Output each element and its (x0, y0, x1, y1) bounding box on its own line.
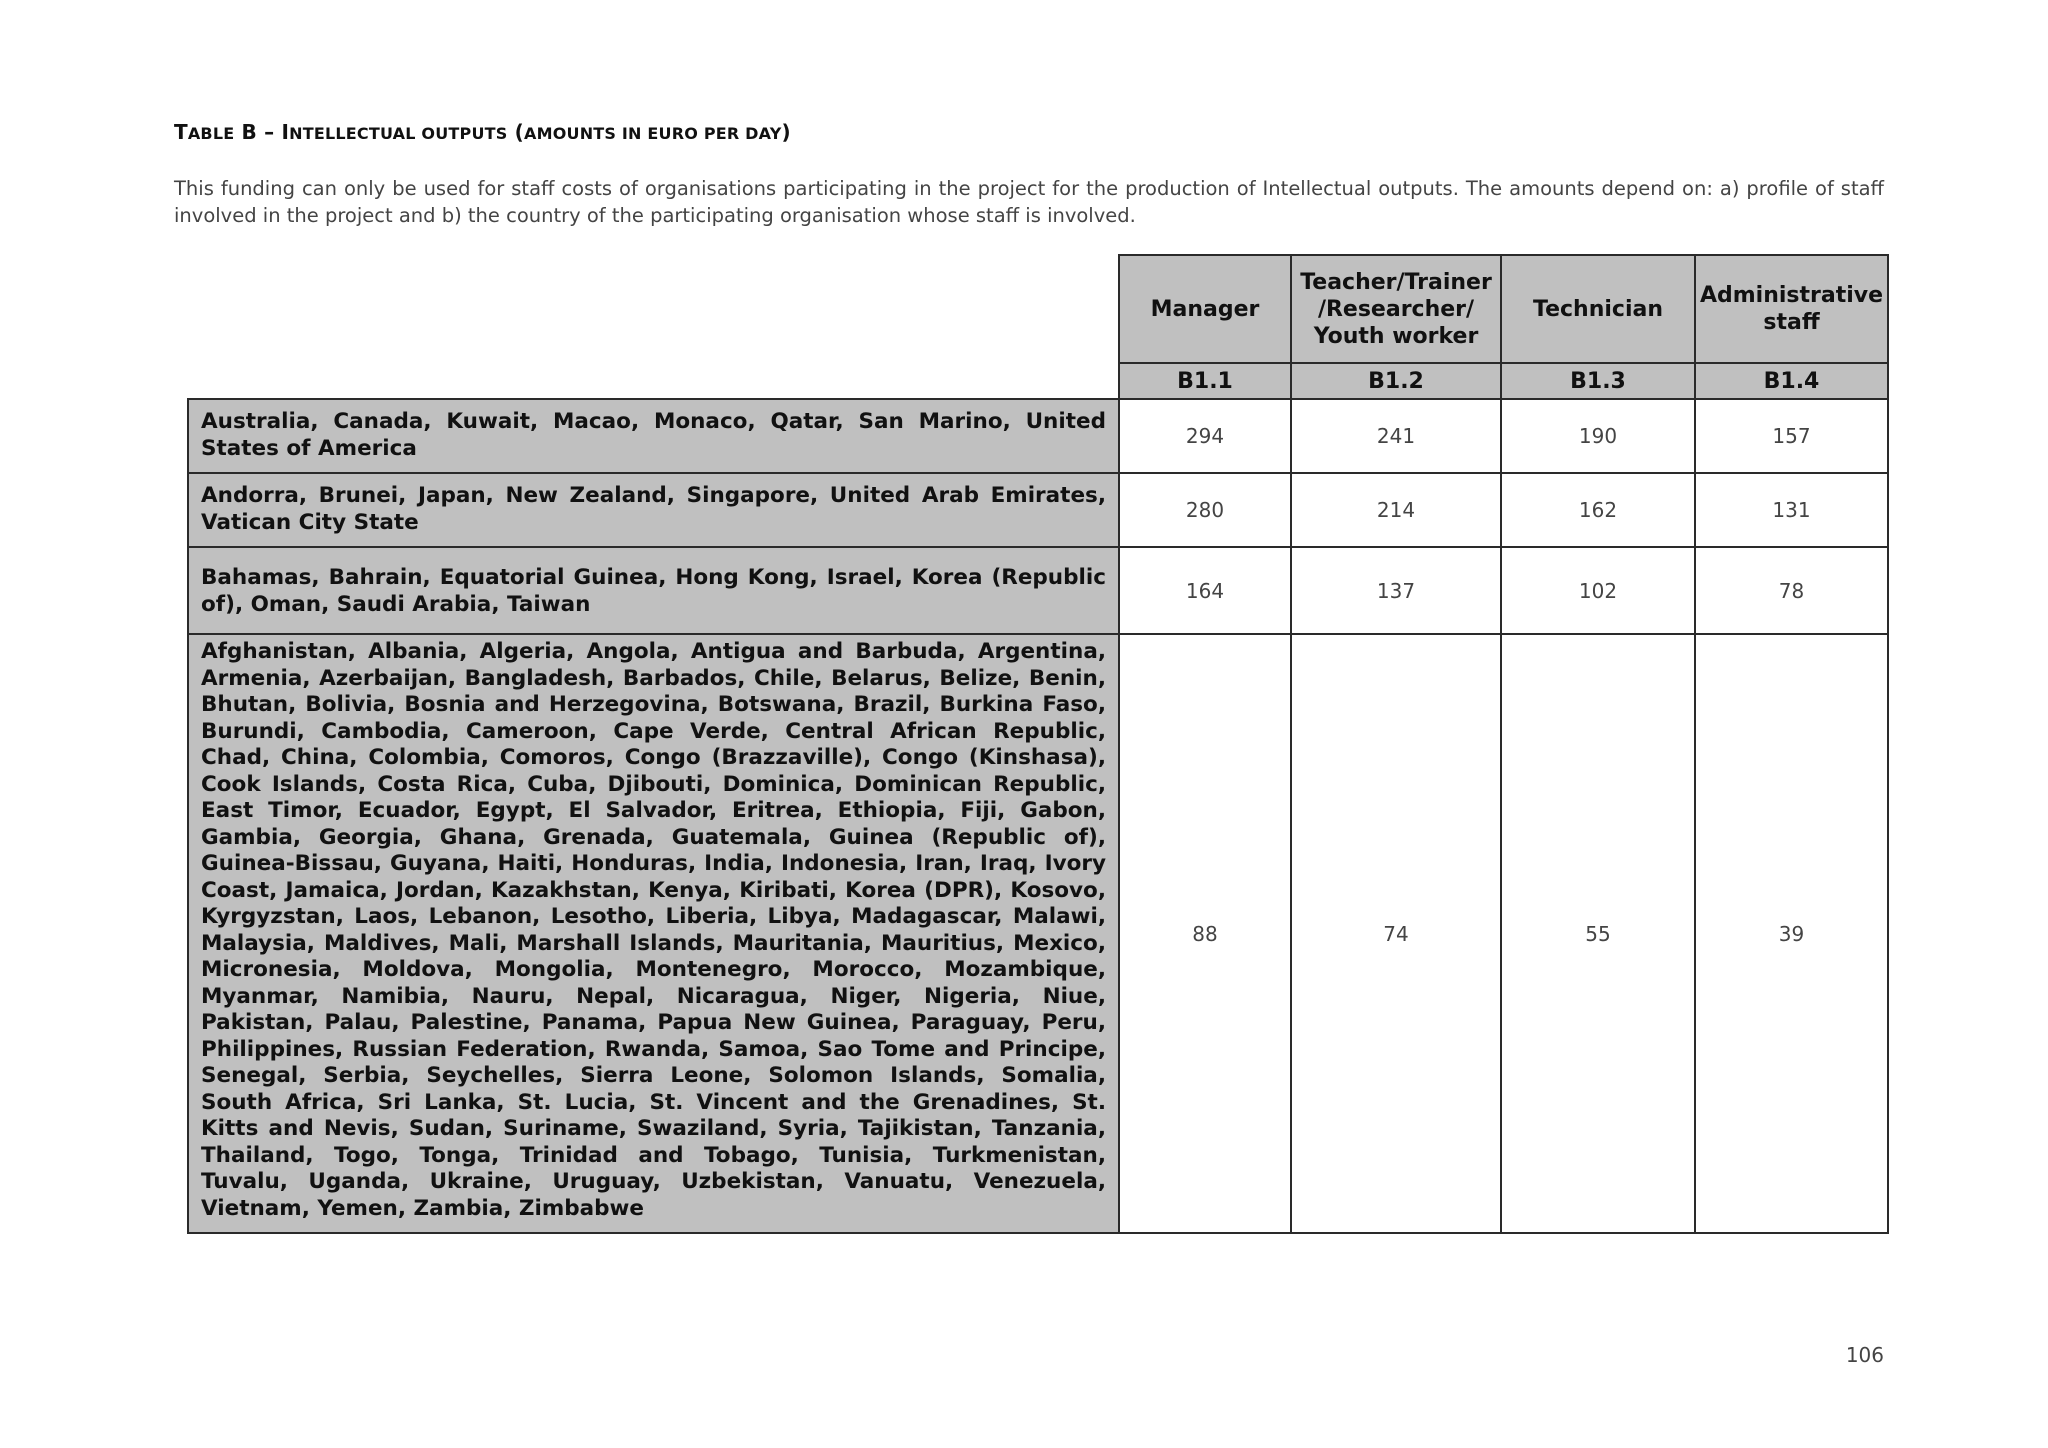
table-row (188, 634, 1888, 1233)
column-code-b1-1: B1.1 (1119, 363, 1291, 399)
rate-cell: 137 (1291, 547, 1501, 634)
column-header-administrative: Administrative staff (1695, 255, 1888, 363)
rate-cell: 162 (1501, 473, 1695, 547)
rate-cell: 241 (1291, 399, 1501, 473)
rate-cell: 78 (1695, 547, 1888, 634)
rates-table (187, 254, 1889, 1234)
table-row (188, 473, 1888, 547)
heading-outputs-initial: I (281, 120, 290, 144)
rate-cell: 102 (1501, 547, 1695, 634)
column-code-b1-2: B1.2 (1291, 363, 1501, 399)
rate-cell: 280 (1119, 473, 1291, 547)
heading-paren-close: ) (781, 120, 791, 144)
rate-cell: 74 (1291, 634, 1501, 1233)
column-header-row (188, 255, 1888, 363)
rate-cell: 294 (1119, 399, 1291, 473)
country-group-cell: Afghanistan, Albania, Algeria, Angola, Antigua and Barbuda, Argentina, Armenia, Azerbaijan, Bangladesh, Barbados, Chile, Belarus, Belize, Benin, Bhutan, Bolivia, Bosnia and Herzegovina, Botswana, Brazil, Burkina Faso, Burundi, Cambodia, Cameroon, Cape Verde, Central African Republic, Chad, China, Colombia, Comoros, Congo (Brazzaville), Congo (Kinshasa), Cook Islands, Costa Rica, Cuba, Djibouti, Dominica, Dominican Republic, East Timor, Ecuador, Egypt, El Salvador, Eritrea, Ethiopia, Fiji, Gabon, Gambia, Georgia, Ghana, Grenada, Guatemala, Guinea (Republic of), Guinea-Bissau, Guyana, Haiti, Honduras, India, Indonesia, Iran, Iraq, Ivory Coast, Jamaica, Jordan, Kazakhstan, Kenya, Kiribati, Korea (DPR), Kosovo, Kyrgyzstan, Laos, Lebanon, Lesotho, Liberia, Libya, Madagascar, Malawi, Malaysia, Maldives, Mali, Marshall Islands, Mauritania, Mauritius, Mexico, Micronesia, Moldova, Mongolia, Montenegro, Morocco, Mozambique, Myanmar, Namibia, Nauru, Nepal, Nicaragua, Niger, Nigeria, Niue, Pakistan, Palau, Palestine, Panama, Papua New Guinea, Paraguay, Peru, Philippines, Russian Federation, Rwanda, Samoa, Sao Tome and Principe, Senegal, Serbia, Seychelles, Sierra Leone, Solomon Islands, Somalia, South Africa, Sri Lanka, St. Lucia, St. Vincent and the Grenadines, St. Kitts and Nevis, Sudan, Suriname, Swaziland, Syria, Tajikistan, Tanzania, Thailand, Togo, Tonga, Trinidad and Tobago, Tunisia, Turkmenistan, Tuvalu, Uganda, Ukraine, Uruguay, Uzbekistan, Vanuatu, Venezuela, Vietnam, Yemen, Zambia, Zimbabwe (188, 634, 1119, 1233)
column-code-b1-3: B1.3 (1501, 363, 1695, 399)
rate-cell: 157 (1695, 399, 1888, 473)
country-group-cell: Bahamas, Bahrain, Equatorial Guinea, Hong Kong, Israel, Korea (Republic of), Oman, Saudi Arabia, Taiwan (188, 547, 1119, 634)
rate-cell: 214 (1291, 473, 1501, 547)
table-row (188, 547, 1888, 634)
page-number: 106 (1845, 1343, 1884, 1367)
rate-cell: 164 (1119, 547, 1291, 634)
table-row (188, 399, 1888, 473)
country-group-cell: Australia, Canada, Kuwait, Macao, Monaco, Qatar, San Marino, United States of America (188, 399, 1119, 473)
rate-cell: 55 (1501, 634, 1695, 1233)
rate-cell: 190 (1501, 399, 1695, 473)
heading-units: AMOUNTS IN EURO PER DAY (524, 124, 782, 143)
heading-table-rest: ABLE (187, 124, 235, 143)
rate-cell: 39 (1695, 634, 1888, 1233)
blank-corner-cell (188, 255, 1119, 399)
rate-cell: 131 (1695, 473, 1888, 547)
heading-table-initial: T (174, 120, 188, 144)
table-heading (174, 120, 791, 144)
column-header-technician: Technician (1501, 255, 1695, 363)
heading-outputs-rest: NTELLECTUAL OUTPUTS (289, 124, 508, 143)
heading-paren-open: ( (507, 120, 524, 144)
heading-table-letter: B – (234, 120, 282, 144)
column-code-b1-4: B1.4 (1695, 363, 1888, 399)
rate-cell: 88 (1119, 634, 1291, 1233)
column-header-teacher: Teacher/Trainer /Researcher/ Youth worker (1291, 255, 1501, 363)
intro-paragraph: This funding can only be used for staff costs of organisations participating in the project for the production of Intellectual outputs. The amounts depend on: a) profile of staff involved in the project and b) the country of the participating organisation whose staff is involved. (174, 177, 1884, 227)
column-header-manager: Manager (1119, 255, 1291, 363)
country-group-cell: Andorra, Brunei, Japan, New Zealand, Singapore, United Arab Emirates, Vatican City State (188, 473, 1119, 547)
